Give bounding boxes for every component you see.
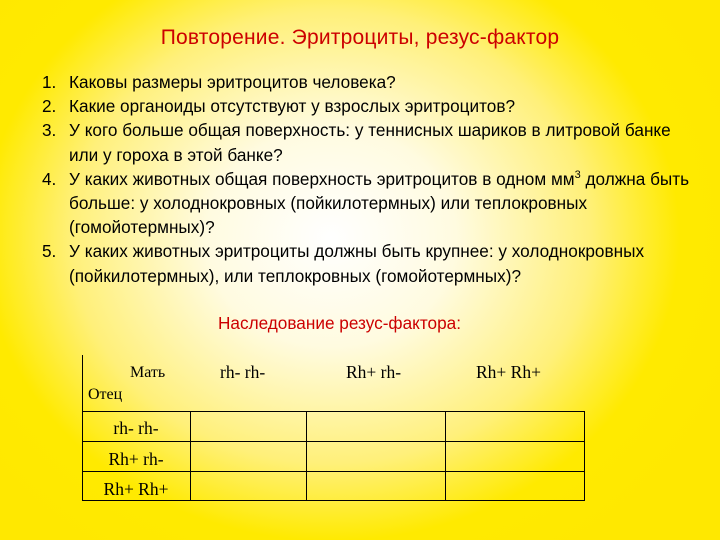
grid-line — [82, 471, 585, 472]
grid-line — [190, 411, 191, 501]
row-header-father-genotype: Rh+ Rh+ — [103, 479, 169, 499]
row-header-father-genotype: rh- rh- — [113, 418, 159, 438]
question-number: 4. — [42, 168, 57, 189]
question-text: У кого больше общая поверхность: у теннисных шариков в литровой банке или у гороха в этой банке? — [69, 120, 671, 165]
grid-line — [306, 411, 307, 501]
question-number: 3. — [42, 120, 57, 141]
question-text: У каких животных эритроциты должны быть крупнее: у холоднокровных (пойкилотермных), или теплокровных (гомойотермных)? — [69, 241, 645, 286]
grid-line — [82, 411, 585, 412]
question-text: Какие органоиды отсутствуют у взрослых эритроцитов? — [69, 96, 516, 117]
column-header-mother-genotype: Rh+ rh- — [346, 362, 402, 382]
question-item — [42, 239, 702, 287]
row-header-father-genotype: Rh+ rh- — [108, 449, 164, 469]
question-item — [42, 94, 702, 118]
question-text-continued: должна быть больше: у холоднокровных (пойкилотермных) или теплокровных (гомойотермных)? — [69, 168, 690, 238]
column-header-mother-genotype: Rh+ Rh+ — [476, 362, 541, 382]
question-item — [42, 167, 702, 240]
grid-line — [445, 411, 446, 501]
question-item — [42, 70, 702, 94]
question-number: 1. — [42, 72, 57, 92]
question-text: У каких животных общая поверхность эритроцитов в одном мм — [69, 168, 575, 189]
question-item — [42, 118, 702, 166]
question-text: Каковы размеры эритроцитов человека? — [69, 72, 396, 92]
question-number: 5. — [42, 241, 57, 262]
column-header-mother-genotype: rh- rh- — [220, 362, 266, 382]
corner-label-father: Отец — [88, 386, 123, 403]
corner-label-mother: Мать — [130, 364, 166, 381]
superscript-three: 3 — [574, 168, 581, 181]
question-list — [42, 70, 702, 288]
slide-title: Повторение. Эритроциты, резус-фактор — [160, 26, 560, 49]
inheritance-subtitle: Наследование резус-фактора: — [218, 313, 461, 333]
question-number: 2. — [42, 96, 57, 117]
grid-line — [584, 411, 585, 501]
grid-line — [82, 441, 585, 442]
